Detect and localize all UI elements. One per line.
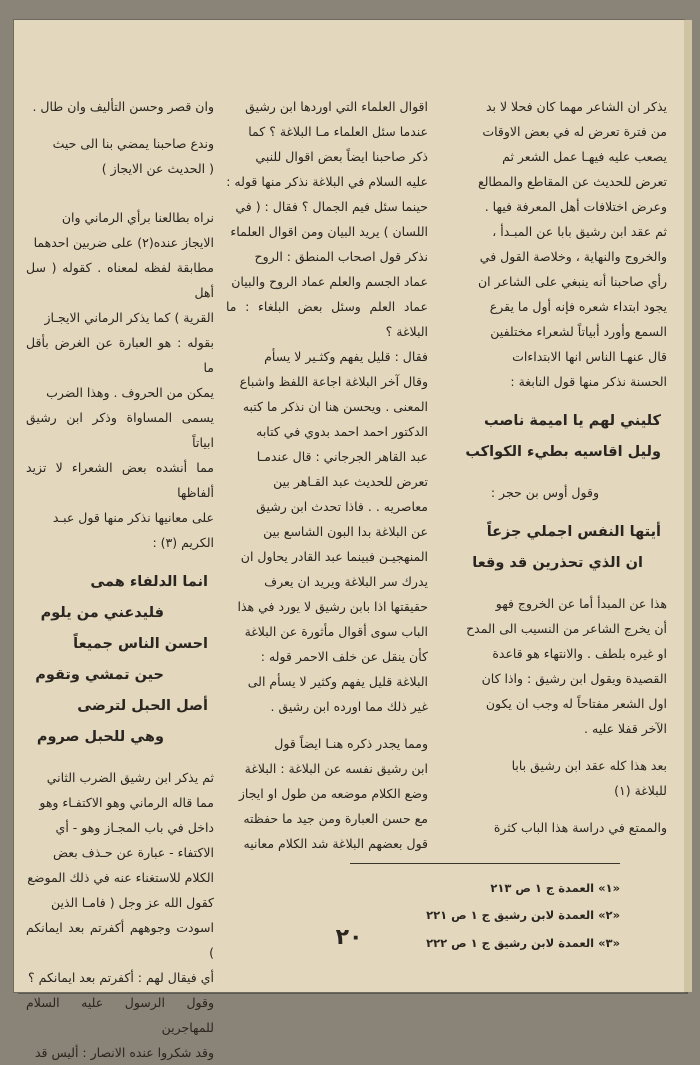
- column-right: [439, 94, 667, 840]
- text-line: او غيره بلطف . والانتهاء هو قاعدة: [492, 646, 667, 661]
- text-line: والممتع في دراسة هذا الباب كثرة: [493, 820, 667, 835]
- text-line: القرية ) كما يذكر الرماني الايجـاز: [44, 310, 214, 325]
- text-line: «٢» العمدة لابن رشيق ج ١ ص ٢٢١: [426, 908, 620, 922]
- text-line: الاكتفاء - عبارة عن حـذف بعض: [52, 845, 214, 860]
- paragraph-sayings: [226, 94, 428, 719]
- text-line: معاصريه . . فاذا تحدث ابن رشيق: [256, 499, 428, 514]
- text-line: يجود ابتداء شعره فإنه أول ما يقرع: [489, 299, 667, 314]
- text-line: هذا عن المبدأ أما عن الخروج فهو: [495, 596, 667, 611]
- verse-line: كليني لهم يا اميمة ناصب: [484, 413, 661, 429]
- text-line: الكريم (٣) :: [152, 535, 214, 550]
- text-line: «١» العمدة ج ١ ص ٢١٣: [490, 880, 620, 895]
- verse-intro: وقول أوس بن حجر :: [490, 485, 599, 500]
- text-line: يمكن من الحروف . وهذا الضرب: [46, 385, 214, 400]
- text-line: ثم عقد ابن رشيق بابا عن المبـدأ ،: [492, 224, 667, 239]
- text-line: اللسان ) يريد البيان ومن اقوال العلماء: [230, 224, 428, 239]
- text-line: غير ذلك مما اورده ابن رشيق .: [270, 699, 428, 714]
- text-line: اسودت وجوههم أكفرتم بعد ايمانكم ): [26, 920, 214, 960]
- text-line: رأي صاحبنا أنه ينبغي على الشاعر ان: [477, 274, 667, 289]
- text-line: البلاغة قليل يفهم وكثير لا يسأم الى: [247, 674, 428, 689]
- text-line: ( الحديث عن الايجاز ): [101, 161, 214, 176]
- text-line: الباب سوى أقوال مأثورة عن البلاغة: [244, 624, 428, 639]
- page-number: ٢٠: [335, 925, 363, 950]
- paragraph-balagha: [439, 753, 667, 803]
- text-line: فقال : قليل يفهم وكثـير لا يسأم: [264, 349, 428, 364]
- text-line: الحسنة نذكر منها قول النابغة :: [510, 374, 667, 389]
- paragraph-exit: [439, 591, 667, 741]
- verse-line: وهي للحبل صروم: [36, 729, 164, 745]
- text-line: مع حسن العبارة ومن جيد ما حفظته: [243, 811, 428, 826]
- verse-line: فليدعني من يلوم: [40, 605, 164, 621]
- text-line: اقوال العلماء التي اوردها ابن رشيق: [245, 99, 428, 114]
- text-line: أي فيقال لهم : أكفرتم بعد ايمانكم ؟: [28, 970, 214, 985]
- text-line: وقد شكروا عنده الانصار : أليس قد: [34, 1045, 214, 1060]
- text-line: بعد هذا كله عقد ابن رشيق بابا: [511, 758, 667, 773]
- text-line: وان قصر وحسن التأليف وان طال .: [32, 99, 214, 114]
- text-line: تعرض للحديث عبد القـاهر بين: [273, 474, 428, 489]
- text-line: يدرك سر البلاغة ويريد ان يعرف: [264, 574, 428, 589]
- text-line: قول بعضهم البلاغة شد الكلام معانيه: [243, 836, 428, 851]
- text-line: وندع صاحبنا يمضي بنا الى حيث: [52, 136, 214, 151]
- text-line: يذكر ان الشاعر مهما كان فحلا لا بد: [485, 99, 667, 114]
- text-line: وقول الرسول عليه السلام للمهاجرين: [26, 995, 214, 1035]
- text-line: قال عنهـا الناس انها الابتداءات: [512, 349, 667, 364]
- text-line: اول الشعر مفتاحاً له وجب ان يكون: [485, 696, 667, 711]
- text-line: الايجاز عنده(٢) على ضربين احدهما: [33, 235, 214, 250]
- text-line: داخل في باب المجـاز وهو - أي: [55, 820, 214, 835]
- text-line: المعنى . ويحسن هنا ان نذكر ما كتبه: [242, 399, 428, 414]
- text-line: عن البلاغة بدا البون الشاسع بين: [263, 524, 428, 539]
- text-line: من فترة تعرض له في بعض الاوقات: [482, 124, 667, 139]
- text-line: السمع وأورد أبياتاً لشعراء مختلفين: [490, 324, 667, 339]
- verse-line: أيتها النفس اجملي جزعاً: [486, 524, 661, 540]
- text-line: مما قاله الرماني وهو الاكتفـاء وهو: [39, 795, 214, 810]
- text-line: عليه السلام في البلاغة نذكر منها قوله :: [226, 174, 428, 189]
- text-line: الكلام للاستغناء عنه في ذلك الموضع: [27, 870, 214, 885]
- text-line: ابن رشيق نفسه عن البلاغة : البلاغة: [244, 761, 428, 776]
- text-line: مطابقة لفظه لمعناه . كقوله ( سل أهل: [26, 260, 214, 300]
- text-line: الآخر قفلا عليه .: [584, 721, 667, 736]
- text-line: على معانيها نذكر منها قول عبـد: [52, 510, 214, 525]
- text-line: وضع الكلام موضعه من طول او ايجاز: [238, 786, 428, 801]
- text-line: المنهجيـن فبينما عبد القادر يحاول ان: [240, 549, 428, 564]
- paragraph-iktifa: [26, 765, 214, 1065]
- text-line: كقول الله عز وجل ( فامـا الذين: [50, 895, 214, 910]
- text-line: ثم يذكر ابن رشيق الضرب الثاني: [46, 770, 214, 785]
- verse-line: حين تمشي وتقوم: [35, 667, 164, 683]
- text-line: مما أنشده بعض الشعراء لا تزيد ألفاظها: [26, 460, 214, 500]
- text-line: نراه بطالعنا برأي الرماني وان: [61, 210, 214, 225]
- verse-line: انما الدلفاء همى: [90, 574, 208, 590]
- paragraph-end: [26, 94, 214, 119]
- verse-line: ان الذي تحذرين قد وقعا: [472, 555, 643, 571]
- paragraph-intro: [439, 94, 667, 394]
- text-line: أن يخرج الشاعر من النسيب الى المدح: [466, 621, 667, 636]
- text-line: تعرض للحديث عن المقاطع والمطالع: [477, 174, 667, 189]
- text-line: كأن ينقل عن خلف الاحمر قوله :: [260, 649, 428, 664]
- paragraph-heading-ijaz: [26, 131, 214, 181]
- text-line: عندما سئل العلماء مـا البلاغة ؟ كما: [248, 124, 428, 139]
- footnote-rule: [350, 863, 620, 864]
- text-line: حقيقتها اذا بابن رشيق لا يورد في هذا: [237, 599, 428, 614]
- text-line: يسمى المساواة وذكر ابن رشيق ابياتاً: [26, 410, 214, 450]
- text-line: والخروج والنهاية ، وخلاصة القول في: [479, 249, 667, 264]
- page-edge: [684, 20, 692, 992]
- text-line: القصيدة ويقول ابن رشيق : واذا كان: [481, 671, 667, 686]
- verse-line: وليل اقاسيه بطيء الكواكب: [465, 444, 661, 460]
- paragraph-rummani: [26, 205, 214, 555]
- page: [14, 20, 684, 1060]
- text-line: عماد الجسم والعلم عماد الروح والبيان: [231, 274, 428, 289]
- column-left: [26, 94, 214, 1065]
- text-line: ومما يجدر ذكره هنـا ايضاً قول: [274, 736, 428, 751]
- verse-line: احسن الناس جميعاً: [73, 636, 208, 652]
- column-middle: [226, 94, 428, 856]
- text-line: الدكتور احمد احمد بدوي في كتابه: [256, 424, 428, 439]
- text-line: عماد العلم وسئل بعض البلغاء : ما البلاغة ؟: [226, 299, 428, 339]
- text-line: للبلاغة (١): [614, 783, 667, 798]
- paragraph-continue: [439, 815, 667, 840]
- text-line: «٣» العمدة لابن رشيق ج ١ ص ٢٢٢: [426, 935, 620, 950]
- text-line: يصعب عليه فيهـا عمل الشعر ثم: [502, 149, 667, 164]
- text-line: حينما سئل فيم الجمال ؟ فقال : ( في: [235, 199, 428, 214]
- text-line: وقال آخر البلاغة اجاعة اللفظ واشباع: [239, 374, 428, 389]
- text-line: عبد القاهر الجرجاني : قال عندمـا: [256, 449, 428, 464]
- paragraph-ibn-rashiq: [226, 731, 428, 856]
- verse-line: أصل الحبل لترضى: [77, 698, 208, 714]
- text-line: ذكر صاحبنا ايضاً بعض اقوال للنبي: [255, 149, 428, 164]
- text-line: وعرض اختلافات أهل المعرفة فيها .: [484, 199, 667, 214]
- text-line: بقوله : هو العبارة عن الغرض بأقل ما: [26, 335, 214, 375]
- text-line: نذكر قول اصحاب المنطق : الروح: [254, 249, 428, 264]
